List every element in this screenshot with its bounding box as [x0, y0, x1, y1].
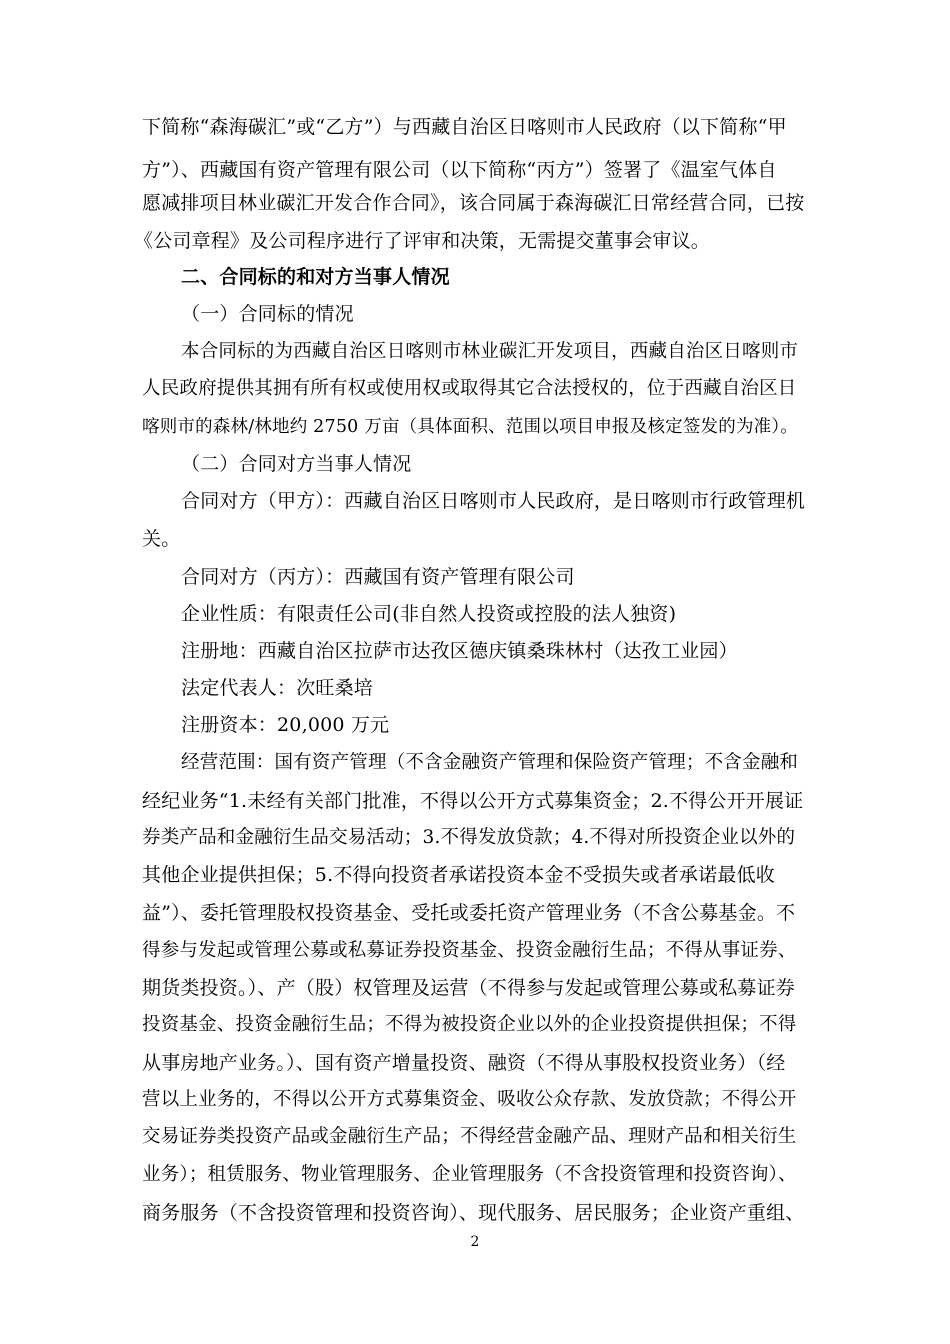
- text-line: 其他企业提供担保；5.不得向投资者承诺投资本金不受损失或者承诺最低收: [142, 864, 775, 886]
- subsection-heading: （二）合同对方当事人情况: [181, 453, 412, 475]
- text-line: 注册资本：20,000 万元: [181, 714, 390, 736]
- text-line: 合同对方（甲方）：西藏自治区日喀则市人民政府，是日喀则市行政管理机: [181, 490, 806, 512]
- text-line: 注册地：西藏自治区拉萨市达孜区德庆镇桑珠林村（达孜工业园）: [181, 640, 738, 662]
- text-line: 企业性质：有限责任公司(非自然人投资或控股的法人独资): [181, 603, 677, 625]
- text-line: 业务）；租赁服务、物业管理服务、企业管理服务（不含投资管理和投资咨询）、: [142, 1164, 797, 1185]
- text-line: 期货类投资。）、产（股）权管理及运营（不得参与发起或管理公募或私募证券: [142, 977, 796, 999]
- text-line: 人民政府提供其拥有所有权或使用权或取得其它合法授权的，位于西藏自治区日: [142, 378, 797, 399]
- text-line: 愿减排项目林业碳汇开发合作合同》，该合同属于森海碳汇日常经营合同，已按: [142, 192, 805, 214]
- text-line: 经营范围：国有资产管理（不含金融资产管理和保险资产管理；不含金融和: [181, 752, 799, 773]
- text-line: 合同对方（丙方）：西藏国有资产管理有限公司: [181, 566, 575, 588]
- text-line: 经纪业务“1.未经有关部门批准，不得以公开方式募集资金；2.不得公开开展证: [142, 790, 804, 812]
- text-line: 益”）、委托管理股权投资基金、受托或委托资产管理业务（不含公募基金。不: [142, 902, 796, 924]
- text-line: 《公司章程》及公司程序进行了评审和决策，无需提交董事会审议。: [134, 230, 711, 252]
- text-line: 投资基金、投资金融衍生品；不得为被投资企业以外的企业投资提供担保；不得: [142, 1014, 797, 1035]
- text-line: 法定代表人：次旺桑培: [181, 677, 374, 699]
- text-line: 方”）、西藏国有资产管理有限公司（以下简称“丙方”）签署了《温室气体自: [142, 159, 777, 181]
- text-line: 得参与发起或管理公募或私募证券投资基金、投资金融衍生品；不得从事证券、: [142, 940, 797, 961]
- text-line: 关。: [142, 528, 181, 550]
- page-number: 2: [470, 1234, 480, 1250]
- text-line: 营以上业务的，不得以公开方式募集资金、吸收公众存款、发放贷款；不得公开: [142, 1089, 797, 1110]
- text-line: 下简称“森海碳汇”或“乙方”）与西藏自治区日喀则市人民政府（以下简称“甲: [142, 116, 787, 138]
- text-line: 交易证券类投资产品或金融衍生产品；不得经营金融产品、理财产品和相关衍生: [142, 1126, 797, 1147]
- text-line: 从事房地产业务。）、国有资产增量投资、融资（不得从事股权投资业务）（经: [142, 1052, 786, 1074]
- text-line: 商务服务（不含投资管理和投资咨询）、现代服务、居民服务；企业资产重组、: [142, 1202, 805, 1224]
- subsection-heading: （一）合同标的情况: [181, 303, 354, 325]
- text-line: 喀则市的森林/林地约 2750 万亩（具体面积、范围以项目申报及核定签发的为准）。: [142, 417, 799, 437]
- text-line: 券类产品和金融衍生品交易活动；3.不得发放贷款；4.不得对所投资企业以外的: [142, 827, 796, 848]
- section-heading: 二、合同标的和对方当事人情况: [181, 266, 450, 288]
- text-line: 本合同标的为西藏自治区日喀则市林业碳汇开发项目，西藏自治区日喀则市: [181, 341, 799, 362]
